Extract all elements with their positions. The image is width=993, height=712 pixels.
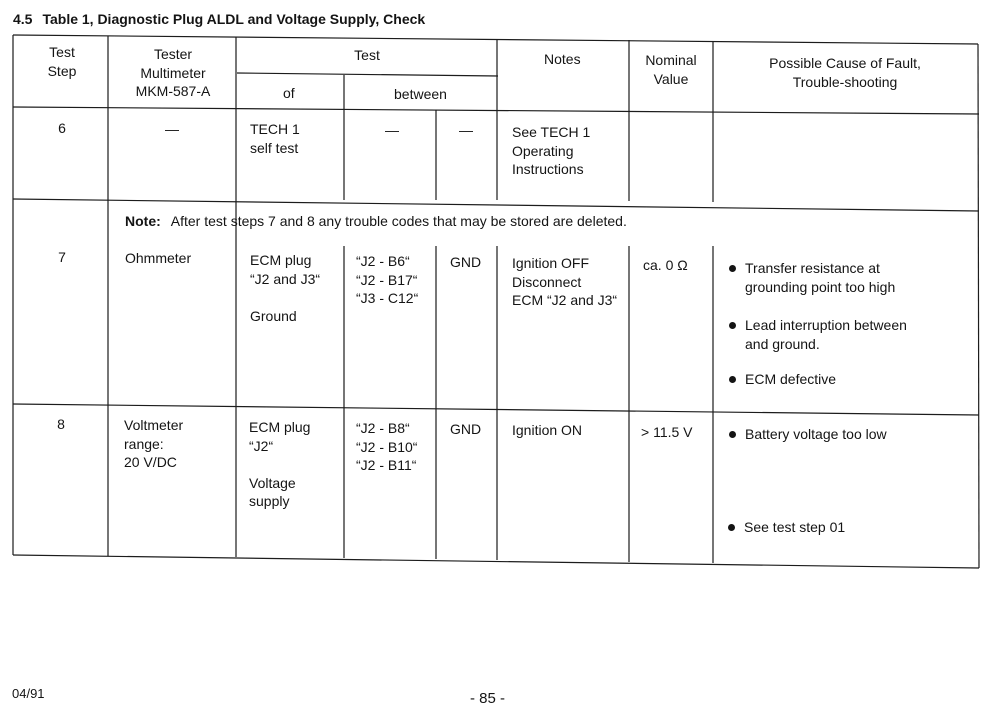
row-6-step: 6: [58, 120, 66, 136]
row-8-step: 8: [57, 416, 65, 432]
row-7-nominal: ca. 0 Ω: [643, 257, 688, 273]
row-7-bottom-rule: [13, 404, 979, 415]
header-cause: Possible Cause of Fault, Trouble-shooting: [769, 55, 921, 90]
note-line: [125, 212, 627, 231]
row-6-tester: —: [165, 121, 179, 137]
row-6-notes: See TECH 1 Operating Instructions: [512, 124, 591, 177]
bullet-icon: [729, 376, 736, 383]
row-8-between-a: “J2 - B8“ “J2 - B10“ “J2 - B11“: [356, 420, 418, 473]
row-8-of: ECM plug “J2“ Voltage supply: [249, 419, 311, 509]
row-7-of: ECM plug “J2 and J3“ Ground: [250, 252, 321, 324]
header-between: between: [394, 86, 447, 102]
header-of: of: [283, 85, 295, 101]
row-6-between-a: —: [385, 122, 399, 138]
footer-date: 04/91: [12, 686, 45, 701]
bullet-icon: [728, 524, 735, 531]
section-title-text: Table 1, Diagnostic Plug ALDL and Voltage Supply, Check: [42, 11, 426, 27]
bullet-icon: [729, 431, 736, 438]
bullet-icon: [729, 265, 736, 272]
row-8-nominal: > 11.5 V: [641, 424, 693, 440]
row-7-notes: Ignition OFF Disconnect ECM “J2 and J3“: [512, 255, 618, 308]
row-7-tester: Ohmmeter: [125, 250, 192, 266]
table-top-border: [13, 35, 978, 44]
table-bottom-border: [13, 555, 979, 568]
header-notes: Notes: [544, 51, 581, 67]
row-6-of: TECH 1 self test: [250, 121, 300, 156]
row-8-notes: Ignition ON: [512, 422, 583, 438]
header-test-step: Test Step: [47, 44, 77, 79]
page-number: - 85 -: [470, 690, 506, 707]
row-7-between-a: “J2 - B6“ “J2 - B17“ “J3 - C12“: [356, 253, 419, 306]
row-6-between-b: —: [459, 122, 473, 138]
row-8-tester: Voltmeter range: 20 V/DC: [124, 417, 184, 470]
section-number: 4.5: [13, 11, 33, 27]
bullet-icon: [729, 322, 736, 329]
row-7-between-b: GND: [450, 254, 482, 270]
test-header-divider: [237, 73, 498, 76]
col-right-border: [978, 44, 979, 568]
header-bottom-rule: [13, 107, 979, 114]
note-text: After test steps 7 and 8 any trouble codes that may be stored are deleted.: [170, 213, 627, 229]
row-8-between-b: GND: [450, 421, 482, 437]
row-6-bottom-rule: [13, 199, 979, 211]
row-7-step: 7: [58, 249, 66, 265]
note-label: Note:: [125, 213, 161, 229]
header-tester: Tester Multimeter MKM-587-A: [135, 46, 211, 99]
header-test: Test: [354, 47, 380, 63]
header-nominal: Nominal Value: [645, 52, 697, 87]
